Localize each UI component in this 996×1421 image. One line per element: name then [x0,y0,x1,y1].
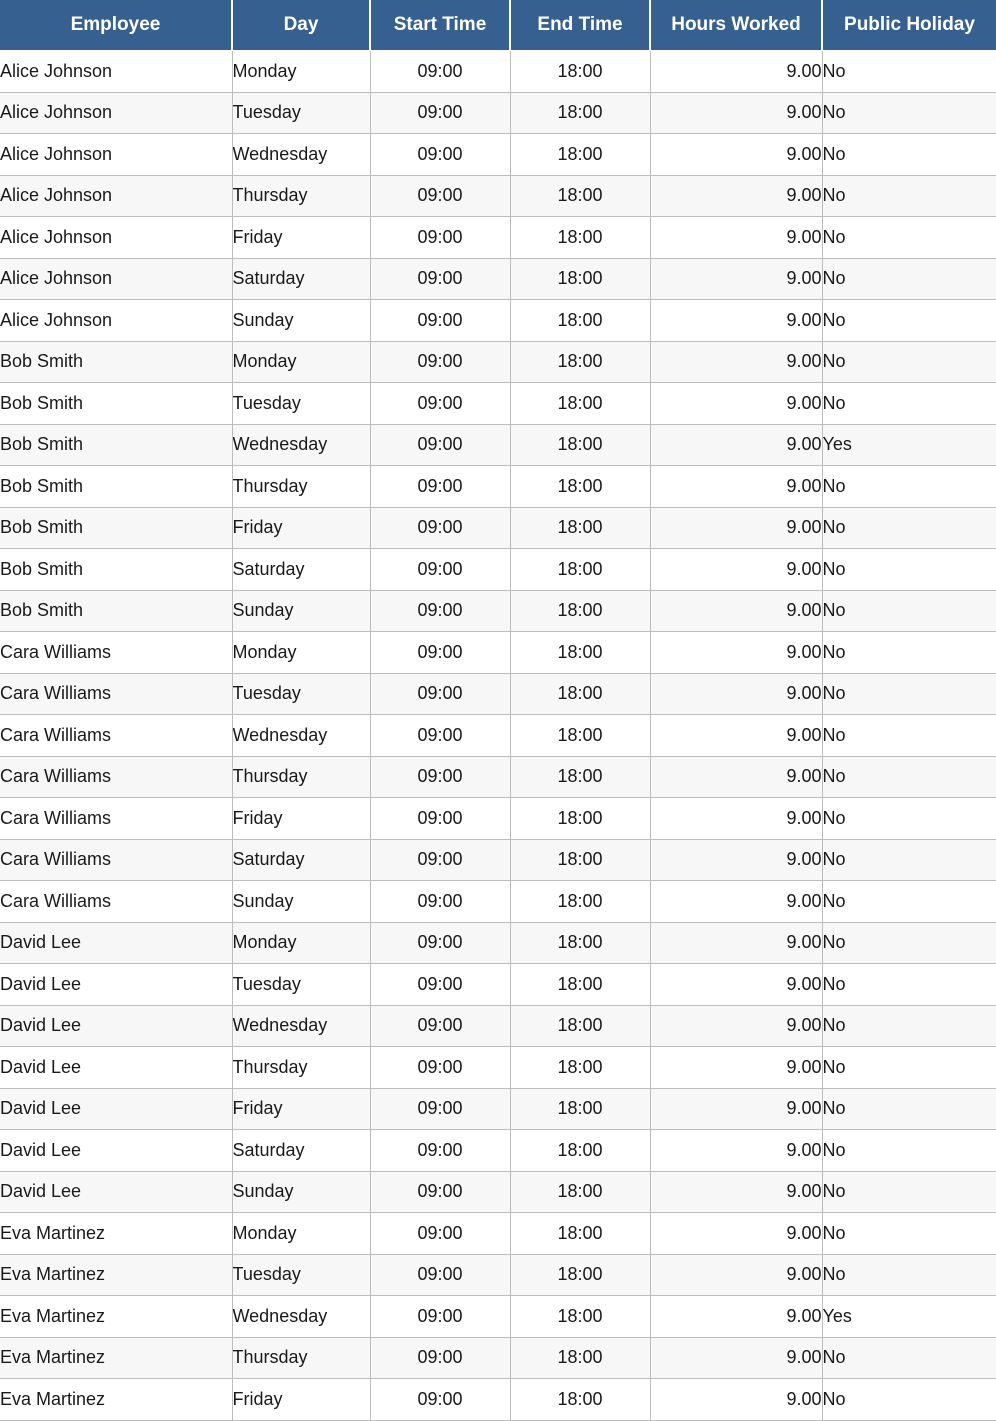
table-row[interactable] [0,839,996,881]
cell-hours-worked: 9.00 [650,1088,822,1130]
cell-employee: Cara Williams [0,881,232,923]
cell-day: Friday [232,1088,370,1130]
cell-start-time: 09:00 [370,1171,510,1213]
cell-start-time: 09:00 [370,1088,510,1130]
cell-end-time: 18:00 [510,756,650,798]
cell-day: Friday [232,1379,370,1421]
cell-employee: Alice Johnson [0,258,232,300]
cell-start-time: 09:00 [370,590,510,632]
cell-end-time: 18:00 [510,1047,650,1089]
cell-day: Sunday [232,300,370,342]
cell-day: Friday [232,798,370,840]
cell-end-time: 18:00 [510,134,650,176]
table-row[interactable] [0,258,996,300]
table-row[interactable] [0,1254,996,1296]
cell-public-holiday: No [822,839,996,881]
table-row[interactable] [0,1337,996,1379]
cell-day: Saturday [232,1130,370,1172]
table-row[interactable] [0,632,996,674]
cell-start-time: 09:00 [370,549,510,591]
cell-hours-worked: 9.00 [650,590,822,632]
table-row[interactable] [0,1130,996,1172]
cell-day: Saturday [232,258,370,300]
cell-employee: Bob Smith [0,590,232,632]
table-row[interactable] [0,1296,996,1338]
cell-public-holiday: No [822,341,996,383]
column-header-day[interactable]: Day [232,0,370,51]
table-row[interactable] [0,964,996,1006]
cell-public-holiday: No [822,881,996,923]
cell-hours-worked: 9.00 [650,51,822,93]
cell-day: Thursday [232,1047,370,1089]
cell-start-time: 09:00 [370,1130,510,1172]
cell-hours-worked: 9.00 [650,1130,822,1172]
cell-start-time: 09:00 [370,715,510,757]
cell-day: Tuesday [232,964,370,1006]
cell-employee: Eva Martinez [0,1213,232,1255]
cell-public-holiday: Yes [822,1296,996,1338]
cell-end-time: 18:00 [510,341,650,383]
cell-end-time: 18:00 [510,1130,650,1172]
cell-public-holiday: No [822,300,996,342]
cell-public-holiday: No [822,1254,996,1296]
cell-end-time: 18:00 [510,632,650,674]
table-row[interactable] [0,424,996,466]
cell-start-time: 09:00 [370,1254,510,1296]
cell-start-time: 09:00 [370,632,510,674]
cell-public-holiday: No [822,964,996,1006]
cell-end-time: 18:00 [510,1254,650,1296]
cell-day: Sunday [232,881,370,923]
cell-end-time: 18:00 [510,881,650,923]
cell-hours-worked: 9.00 [650,881,822,923]
table-row[interactable] [0,1213,996,1255]
cell-public-holiday: No [822,549,996,591]
table-row[interactable] [0,1088,996,1130]
cell-start-time: 09:00 [370,922,510,964]
cell-public-holiday: No [822,1213,996,1255]
cell-hours-worked: 9.00 [650,383,822,425]
cell-employee: Alice Johnson [0,92,232,134]
cell-employee: Eva Martinez [0,1337,232,1379]
cell-day: Monday [232,922,370,964]
cell-employee: Cara Williams [0,715,232,757]
cell-day: Friday [232,507,370,549]
cell-employee: Alice Johnson [0,175,232,217]
cell-employee: Bob Smith [0,383,232,425]
cell-day: Friday [232,217,370,259]
cell-public-holiday: No [822,1005,996,1047]
cell-start-time: 09:00 [370,964,510,1006]
cell-hours-worked: 9.00 [650,1254,822,1296]
cell-employee: David Lee [0,964,232,1006]
cell-start-time: 09:00 [370,383,510,425]
cell-public-holiday: No [822,590,996,632]
cell-end-time: 18:00 [510,715,650,757]
cell-end-time: 18:00 [510,1088,650,1130]
cell-public-holiday: No [822,1088,996,1130]
cell-start-time: 09:00 [370,798,510,840]
cell-day: Monday [232,341,370,383]
table-row[interactable] [0,922,996,964]
cell-start-time: 09:00 [370,1296,510,1338]
cell-end-time: 18:00 [510,1213,650,1255]
table-header [0,0,996,51]
cell-hours-worked: 9.00 [650,507,822,549]
column-header-end-time[interactable]: End Time [510,0,650,51]
table-row[interactable] [0,673,996,715]
cell-end-time: 18:00 [510,1337,650,1379]
cell-start-time: 09:00 [370,424,510,466]
cell-start-time: 09:00 [370,1379,510,1421]
cell-day: Wednesday [232,134,370,176]
cell-day: Tuesday [232,673,370,715]
table-row[interactable] [0,341,996,383]
cell-public-holiday: No [822,507,996,549]
cell-employee: David Lee [0,1171,232,1213]
cell-hours-worked: 9.00 [650,756,822,798]
cell-hours-worked: 9.00 [650,1213,822,1255]
cell-hours-worked: 9.00 [650,466,822,508]
cell-day: Thursday [232,466,370,508]
table-row[interactable] [0,798,996,840]
table-row[interactable] [0,466,996,508]
cell-employee: Bob Smith [0,424,232,466]
cell-start-time: 09:00 [370,466,510,508]
table-row[interactable] [0,134,996,176]
cell-day: Sunday [232,590,370,632]
cell-hours-worked: 9.00 [650,715,822,757]
cell-day: Thursday [232,1337,370,1379]
cell-start-time: 09:00 [370,217,510,259]
cell-start-time: 09:00 [370,175,510,217]
cell-employee: Alice Johnson [0,217,232,259]
cell-hours-worked: 9.00 [650,1296,822,1338]
cell-employee: Cara Williams [0,632,232,674]
cell-public-holiday: No [822,383,996,425]
table-row[interactable] [0,507,996,549]
table-row[interactable] [0,300,996,342]
cell-hours-worked: 9.00 [650,217,822,259]
cell-day: Tuesday [232,1254,370,1296]
cell-hours-worked: 9.00 [650,175,822,217]
cell-employee: Cara Williams [0,673,232,715]
cell-hours-worked: 9.00 [650,424,822,466]
cell-start-time: 09:00 [370,300,510,342]
cell-hours-worked: 9.00 [650,673,822,715]
table-row[interactable] [0,756,996,798]
cell-start-time: 09:00 [370,1213,510,1255]
cell-day: Saturday [232,839,370,881]
cell-hours-worked: 9.00 [650,258,822,300]
cell-hours-worked: 9.00 [650,341,822,383]
cell-public-holiday: No [822,922,996,964]
cell-end-time: 18:00 [510,839,650,881]
cell-end-time: 18:00 [510,383,650,425]
cell-hours-worked: 9.00 [650,1047,822,1089]
table-row[interactable] [0,715,996,757]
cell-end-time: 18:00 [510,590,650,632]
cell-hours-worked: 9.00 [650,92,822,134]
cell-employee: Alice Johnson [0,134,232,176]
cell-public-holiday: No [822,756,996,798]
cell-employee: Cara Williams [0,839,232,881]
cell-day: Thursday [232,756,370,798]
cell-start-time: 09:00 [370,134,510,176]
column-header-employee[interactable]: Employee [0,0,232,51]
cell-public-holiday: No [822,1130,996,1172]
cell-hours-worked: 9.00 [650,1171,822,1213]
cell-public-holiday: No [822,1337,996,1379]
cell-employee: Bob Smith [0,549,232,591]
cell-day: Monday [232,1213,370,1255]
cell-start-time: 09:00 [370,1005,510,1047]
cell-public-holiday: No [822,1047,996,1089]
cell-start-time: 09:00 [370,258,510,300]
table-row[interactable] [0,92,996,134]
table-row[interactable] [0,1171,996,1213]
cell-end-time: 18:00 [510,549,650,591]
cell-employee: David Lee [0,1088,232,1130]
cell-employee: Alice Johnson [0,51,232,93]
table-row[interactable] [0,175,996,217]
cell-end-time: 18:00 [510,51,650,93]
cell-employee: Cara Williams [0,798,232,840]
cell-hours-worked: 9.00 [650,134,822,176]
column-header-public-holiday[interactable]: Public Holiday [822,0,996,51]
cell-start-time: 09:00 [370,756,510,798]
cell-start-time: 09:00 [370,51,510,93]
cell-employee: David Lee [0,1047,232,1089]
cell-day: Monday [232,51,370,93]
cell-day: Tuesday [232,383,370,425]
cell-public-holiday: No [822,632,996,674]
cell-public-holiday: No [822,175,996,217]
cell-end-time: 18:00 [510,1171,650,1213]
cell-public-holiday: No [822,258,996,300]
cell-hours-worked: 9.00 [650,798,822,840]
cell-public-holiday: No [822,1379,996,1421]
cell-hours-worked: 9.00 [650,964,822,1006]
cell-hours-worked: 9.00 [650,549,822,591]
cell-start-time: 09:00 [370,341,510,383]
cell-start-time: 09:00 [370,1047,510,1089]
cell-employee: David Lee [0,922,232,964]
table-row[interactable] [0,217,996,259]
cell-employee: Bob Smith [0,507,232,549]
cell-end-time: 18:00 [510,300,650,342]
cell-end-time: 18:00 [510,175,650,217]
cell-start-time: 09:00 [370,673,510,715]
cell-employee: Eva Martinez [0,1254,232,1296]
cell-end-time: 18:00 [510,922,650,964]
cell-hours-worked: 9.00 [650,839,822,881]
cell-hours-worked: 9.00 [650,1379,822,1421]
cell-day: Wednesday [232,424,370,466]
cell-day: Monday [232,632,370,674]
cell-hours-worked: 9.00 [650,1005,822,1047]
cell-public-holiday: Yes [822,424,996,466]
cell-end-time: 18:00 [510,507,650,549]
cell-employee: David Lee [0,1130,232,1172]
table-row[interactable] [0,1379,996,1421]
cell-public-holiday: No [822,673,996,715]
table-row[interactable] [0,590,996,632]
cell-start-time: 09:00 [370,839,510,881]
cell-day: Sunday [232,1171,370,1213]
table-header-row [0,0,996,51]
column-header-start-time[interactable]: Start Time [370,0,510,51]
cell-start-time: 09:00 [370,92,510,134]
table-row[interactable] [0,51,996,93]
cell-end-time: 18:00 [510,424,650,466]
cell-end-time: 18:00 [510,964,650,1006]
cell-public-holiday: No [822,1171,996,1213]
cell-day: Saturday [232,549,370,591]
table-body [0,51,996,1421]
cell-end-time: 18:00 [510,466,650,508]
cell-end-time: 18:00 [510,1379,650,1421]
cell-start-time: 09:00 [370,1337,510,1379]
cell-end-time: 18:00 [510,1005,650,1047]
cell-day: Wednesday [232,1005,370,1047]
cell-start-time: 09:00 [370,881,510,923]
cell-day: Wednesday [232,1296,370,1338]
cell-end-time: 18:00 [510,258,650,300]
table-row[interactable] [0,549,996,591]
cell-end-time: 18:00 [510,1296,650,1338]
cell-employee: Alice Johnson [0,300,232,342]
table-row[interactable] [0,1047,996,1089]
cell-day: Tuesday [232,92,370,134]
cell-end-time: 18:00 [510,92,650,134]
table-row[interactable] [0,1005,996,1047]
cell-employee: Bob Smith [0,466,232,508]
cell-employee: Eva Martinez [0,1296,232,1338]
cell-start-time: 09:00 [370,507,510,549]
cell-public-holiday: No [822,134,996,176]
cell-hours-worked: 9.00 [650,300,822,342]
cell-employee: David Lee [0,1005,232,1047]
cell-employee: Eva Martinez [0,1379,232,1421]
table-row[interactable] [0,881,996,923]
cell-day: Wednesday [232,715,370,757]
cell-end-time: 18:00 [510,217,650,259]
cell-public-holiday: No [822,715,996,757]
column-header-hours-worked[interactable]: Hours Worked [650,0,822,51]
cell-day: Thursday [232,175,370,217]
cell-public-holiday: No [822,217,996,259]
cell-end-time: 18:00 [510,673,650,715]
cell-employee: Cara Williams [0,756,232,798]
cell-public-holiday: No [822,798,996,840]
cell-end-time: 18:00 [510,798,650,840]
cell-public-holiday: No [822,92,996,134]
cell-hours-worked: 9.00 [650,1337,822,1379]
cell-public-holiday: No [822,466,996,508]
cell-public-holiday: No [822,51,996,93]
cell-hours-worked: 9.00 [650,632,822,674]
cell-employee: Bob Smith [0,341,232,383]
cell-hours-worked: 9.00 [650,922,822,964]
table-row[interactable] [0,383,996,425]
